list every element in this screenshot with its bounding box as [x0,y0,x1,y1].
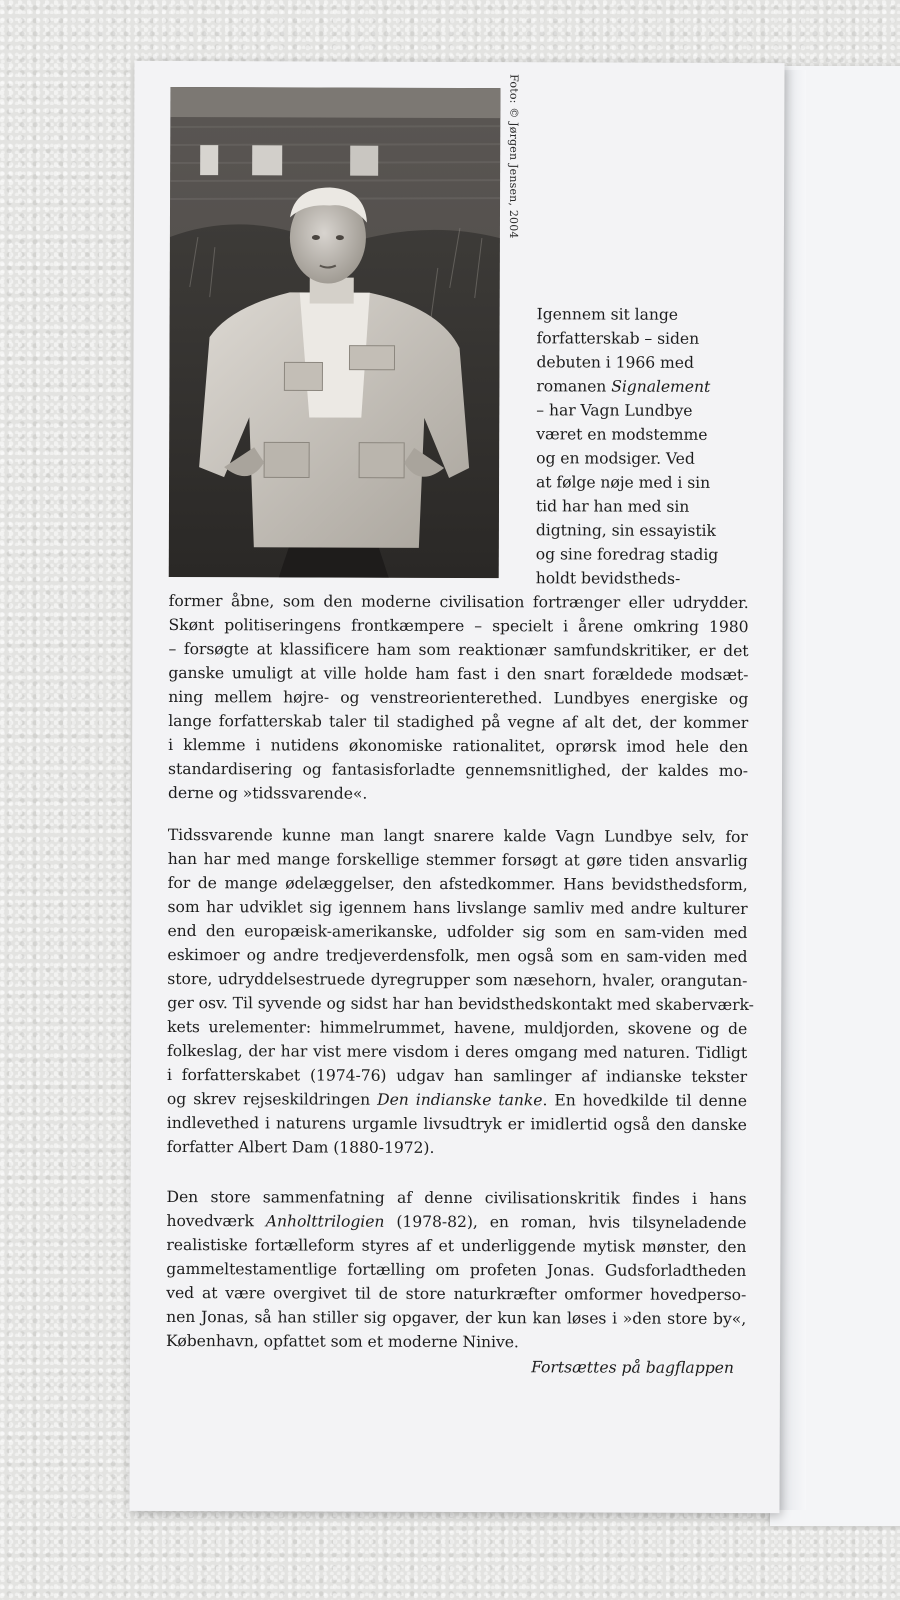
paragraph-line: i forfatterskabet (1974-76) udgav han samlinger af indianske tekster [166,1065,748,1087]
column-line: og en modsiger. Ved [536,449,695,468]
paragraph-line: derne og »tidssvarende«. [167,783,368,803]
photo-credit: Foto: © Jørgen Jensen, 2004 [506,74,521,239]
paragraph-line: Skønt politiseringens frontkæmpere – specielt i årene omkring 1980 [168,615,749,637]
paragraph-line: ning mellem højre- og venstreorienterethed. Lundbyes energiske og [168,687,749,709]
paragraph-line: lange forfatterskab taler til stadighed på vegne af alt det, der kommer [168,711,749,733]
paragraph-line: Tidssvarende kunne man langt snarere kalde Vagn Lundbye selv, for [167,825,748,847]
intro-column [536,302,737,591]
paragraph-line: realistiske fortælleform styres af et underliggende mytisk mønster, den [166,1235,747,1257]
paragraph-line: indlevethed i naturens urgamle livsudtryk er imidlertid også den danske [166,1113,747,1135]
paragraph-line: gammeltestamentlige fortælling om profeten Jonas. Gudsforladtheden [166,1259,747,1281]
column-line: været en modstemme [536,425,708,444]
author-photo [169,87,501,578]
column-line: – har Vagn Lundbye [536,401,693,420]
column-line: og sine foredrag stadig [535,545,719,564]
column-line: Igennem sit lange [536,305,679,324]
paragraph-line: København, opfattet som et moderne Ninive. [166,1331,519,1352]
paragraph-line: nen Jonas, så han stiller sig opgaver, der kun kan løses i »den store by«, [166,1307,747,1329]
paragraph-line: – forsøgte at klassificere ham som reaktionær samfundskritiker, er det [168,639,749,661]
column-line: digtning, sin essayistik [535,521,716,540]
paragraph-line: Den store sammenfatning af denne civilisationskritik findes i hans [166,1187,747,1209]
paragraph-2 [166,823,754,1161]
paragraph-line: han har med mange forskellige stemmer forsøgt at gøre tiden ansvarlig [167,849,748,871]
paragraph-line: end den europæisk-amerikanske, udfolder sig som en sam-viden med [167,921,748,943]
continued-note: Fortsættes på bagflappen [531,1358,735,1377]
column-line: at følge nøje med i sin [536,473,711,492]
book-flap [129,61,784,1513]
author-photo-image [169,87,501,578]
paragraph-1 [168,589,749,807]
paragraph-line: standardisering og fantasisforladte gennemsnitlighed, der kaldes mo- [168,759,749,781]
column-line: debuten i 1966 med [536,353,694,372]
paragraph-line: former åbne, som den moderne civilisation fortrænger eller udrydder. [168,591,749,613]
column-line: holdt bevidstheds- [535,569,681,588]
paragraph-line: ved at være overgivet til de store naturkræfter omformer hovedperso- [166,1283,747,1305]
paragraph-line: store, udryddelsestruede dyregrupper som næsehorn, hvaler, orangutan- [167,969,748,991]
paragraph-line: ger osv. Til syvende og sidst har han bevidsthedskontakt med skaberværk- [167,993,754,1015]
paragraph-3 [166,1185,747,1355]
column-line: forfatterskab – siden [536,329,700,348]
paragraph-line: som har udviklet sig igennem hans livslange samliv med andre kulturer [167,897,748,919]
paragraph-line: forfatter Albert Dam (1880-1972). [166,1137,435,1157]
paragraph-line: i klemme i nutidens økonomiske rationalitet, oprørsk imod hele den [168,735,749,757]
paragraph-line: hovedværk Anholttrilogien (1978-82), en roman, hvis tilsyneladende [166,1211,747,1233]
paragraph-line: eskimoer og andre tredjeverdensfolk, men også som en sam-viden med [167,945,748,967]
paragraph-line: og skrev rejseskildringen Den indianske tanke. En hovedkilde til denne [166,1089,747,1111]
column-line: romanen Signalement [536,377,711,396]
paragraph-line: folkeslag, der har vist mere visdom i deres omgang med naturen. Tidligt [167,1041,748,1063]
paragraph-line: ganske umuligt at ville holde ham fast i den snart forældede modsæt- [168,663,749,685]
paragraph-line: kets urelementer: himmelrummet, havene, muldjorden, skovene og de [167,1017,748,1039]
column-line: tid har han med sin [535,497,690,516]
paragraph-line: for de mange ødelæggelser, den afstedkommer. Hans bevidsthedsform, [167,873,748,895]
